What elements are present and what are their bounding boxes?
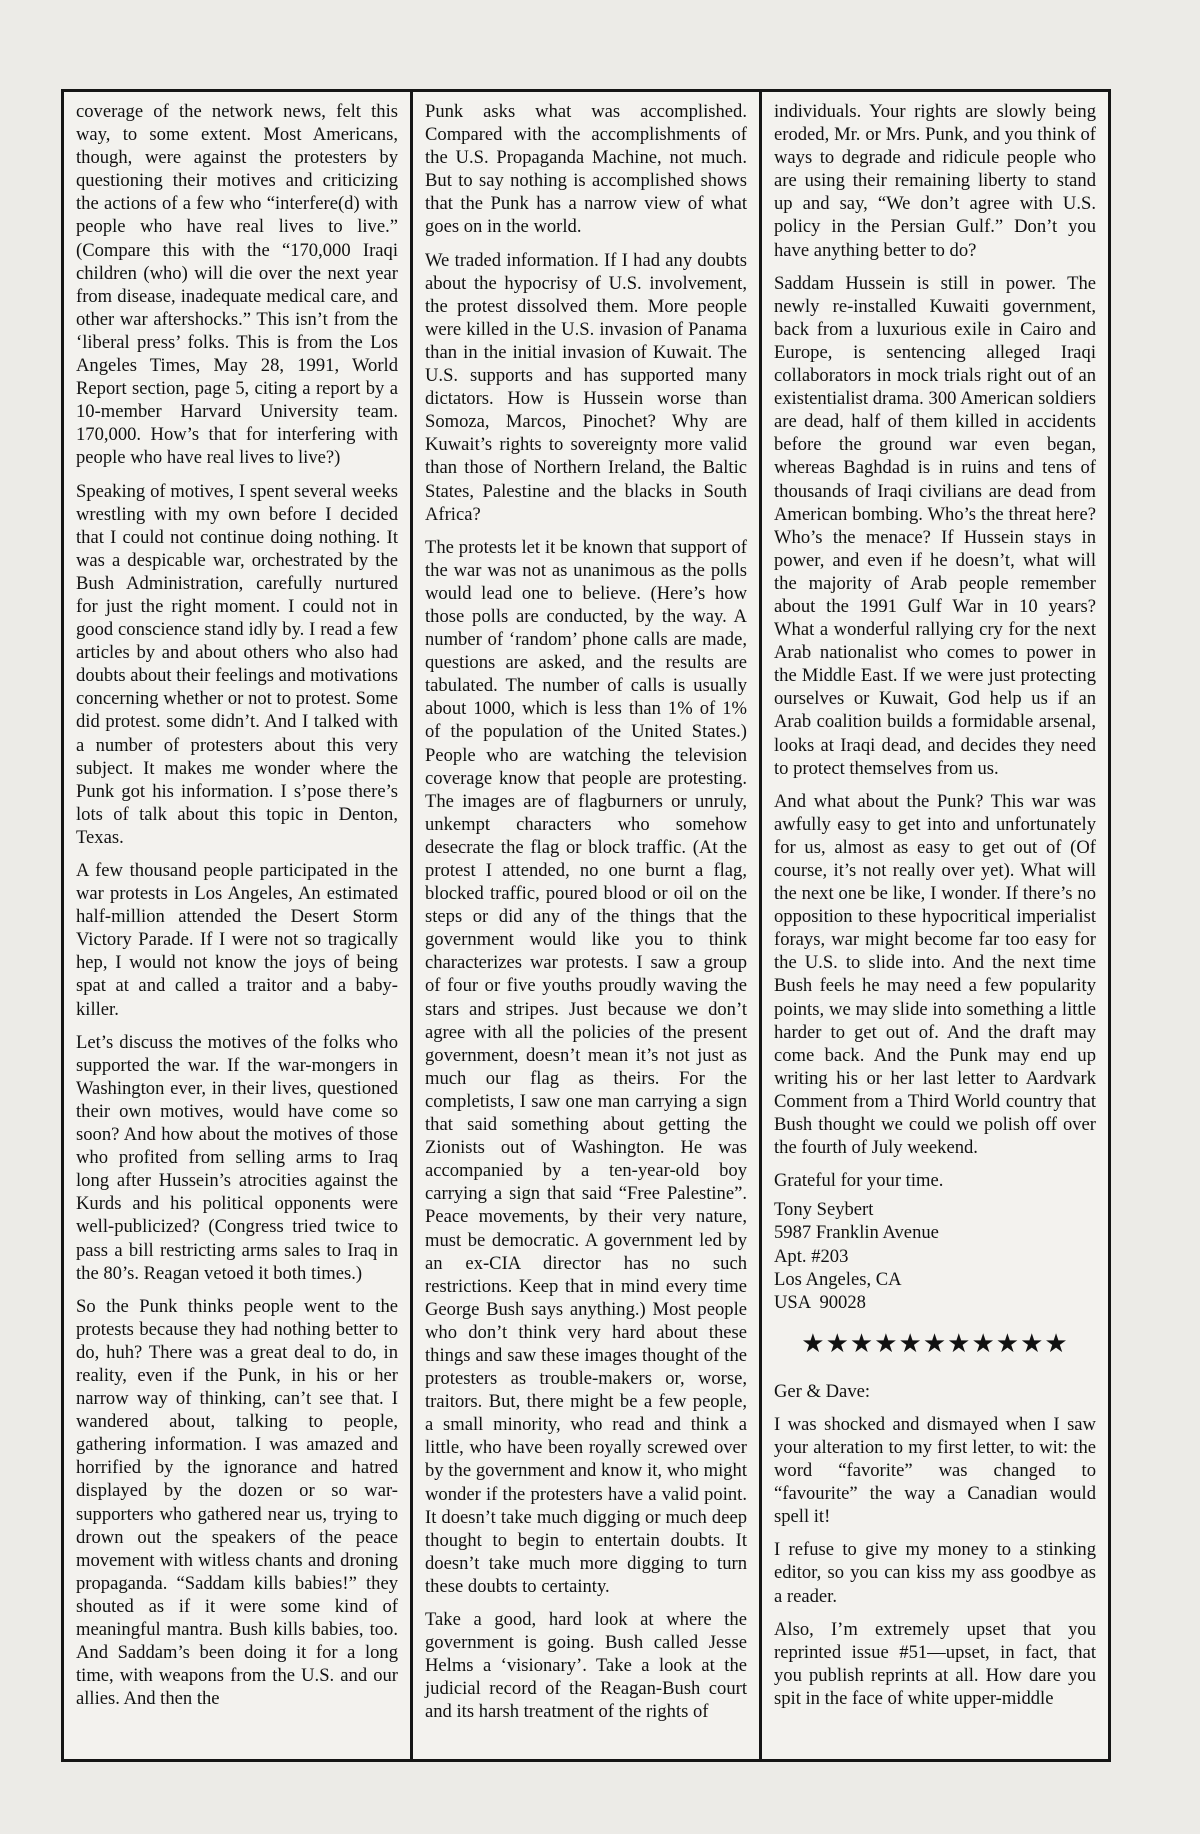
signature-name: Tony Seybert bbox=[774, 1199, 874, 1221]
paragraph: Saddam Hussein is still in power. The newly re-installed Kuwaiti government, back from a luxurious exile in Cairo and Europe, is sentencing alleged Iraqi collaborators in mock trials right out of an existentialist drama. 300 American soldiers are dead, half of them killed in accidents before the ground war even began, whereas Baghdad is in ruins and tens of thousands of Iraqi civilians are dead from American bombing. Who’s the threat here? Who’s the menace? If Hussein stays in power, and even if he doesn’t, what will the majority of Arab people remember about the 1991 Gulf War in 10 years? What a wonderful rallying cry for the next Arab nationalist who comes to power in the Middle East. If we were just protecting ourselves or Kuwait, God help us if an Arab coalition builds a formidable arsenal, looks at Iraqi dead, and decides they need to protect themselves from us. bbox=[774, 272, 1096, 779]
signature-street: 5987 Franklin Avenue bbox=[774, 1222, 939, 1244]
paragraph: The protests let it be known that support of the war was not as unanimous as the polls would lead one to believe. (Here’s how those polls are conducted, by the way. A number of ‘random’ phone calls are made, questions are asked, and the results are tabulated. The number of calls is usually about 1000, which is less than 1% of 1% of the population of the United States.) People who are watching the television coverage know that people are protesting. The images are of flagburners or unruly, unkempt characters who somehow desecrate the flag or block traffic. (At the protest I attended, no one burnt a flag, blocked traffic, poured blood or oil on the steps or did any of the things that the government would like you to think characterizes war protests. I saw a group of four or five youths proudly waving the stars and stripes. Just because we don’t agree with all the policies of the present government, doesn’t mean it’s not just as much our flag as theirs. For the completists, I saw one man carrying a sign that said something about getting the Zionists out of Washington. He was accompanied by a ten-year-old boy carrying a sign that said “Free Palestine”. Peace movements, by their very nature, must be democratic. A government led by an ex-CIA director has no such restrictions. Keep that in mind every time George Bush says anything.) Most people who don’t think very hard about these things and saw these images thought of the protesters as trouble-makers or, worse, traitors. But, there might be a few people, a small minority, who read and think a little, who have been royally screwed over by the government and know it, who might wonder if the protesters have a valid point. It doesn’t take much digging or much deep thought to begin to entertain doubts. It doesn’t take much more digging to turn these doubts to certainty. bbox=[425, 536, 747, 1597]
paragraph: Take a good, hard look at where the government is going. Bush called Jesse Helms a ‘visionary’. Take a look at the judicial record of the Reagan-Bush court and its harsh treatment of the rights of bbox=[425, 1609, 747, 1723]
salutation: Ger & Dave: bbox=[774, 1380, 871, 1402]
column-2 bbox=[410, 92, 759, 1759]
column-1 bbox=[64, 92, 410, 1759]
paragraph: So the Punk thinks people went to the protests because they had nothing better to do, huh? There was a great deal to do, in reality, even if the Punk, in his or her narrow way of thinking, can’t see that. I wandered about, talking to people, gathering information. I was amazed and horrified by the ignorance and hatred displayed by the dozen or so war-supporters who gathered near us, trying to drown out the speakers of the peace movement with witless chants and droning propaganda. “Saddam kills babies!” they shouted as if it were some kind of meaningful mantra. Bush kills babies, too. And Saddam’s been doing it for a long time, with weapons from the U.S. and our allies. And then the bbox=[76, 1295, 398, 1710]
paragraph: And what about the Punk? This war was awfully easy to get into and unfortunately for us, almost as easy to get out of (Of course, it’s not really over yet). What will the next one be like, I wonder. If there’s no opposition to these hypocritical imperialist forays, war might become far too easy for the U.S. to slide into. And the next time Bush feels he may need a few popularity points, we may slide into something a little harder to get out of. And the draft may come back. And the Punk may end up writing his or her last letter to Aardvark Comment from a Third World country that Bush thought we could we polish off over the fourth of July weekend. bbox=[774, 790, 1096, 1159]
closing-line: Grateful for your time. bbox=[774, 1170, 944, 1192]
star-divider: ★★★★★★★★★★★ bbox=[801, 1328, 1069, 1358]
paragraph: Let’s discuss the motives of the folks who supported the war. If the war-mongers in Washington ever, in their lives, questioned their own motives, would have come so soon? And how about the motives of those who profited from selling arms to Iraq long after Hussein’s atrocities against the Kurds and his political opponents were well-publicized? (Congress tried twice to pass a bill restricting arms sales to Iraq in the 80’s. Reagan vetoed it both times.) bbox=[76, 1031, 398, 1284]
paragraph: individuals. Your rights are slowly being eroded, Mr. or Mrs. Punk, and you think of ways to degrade and ridicule people who are using their remaining liberty to stand up and say, “We don’t agree with U.S. policy in the Persian Gulf.” Don’t you have anything better to do? bbox=[774, 101, 1096, 261]
paragraph: I refuse to give my money to a stinking editor, so you can kiss my ass goodbye as a reader. bbox=[774, 1539, 1096, 1607]
paragraph: Speaking of motives, I spent several weeks wrestling with my own before I decided that I could not continue doing nothing. It was a despicable war, orchestrated by the Bush Administration, carefully nurtured for just the right moment. I could not in good conscience stand idly by. I read a few articles by and about others who also had doubts about their feelings and motivations concerning whether or not to protest. Some did protest. some didn’t. And I talked with a number of protesters about this very subject. It makes me wonder where the Punk got his information. I s’pose there’s lots of talk about this topic in Denton, Texas. bbox=[76, 480, 398, 848]
paragraph: coverage of the network news, felt this way, to some extent. Most Americans, though, were against the protesters by questioning their motives and criticizing the actions of a few who “interfere(d) with people who have real lives to live.” (Compare this with the “170,000 Iraqi children (who) will die over the next year from disease, inadequate medical care, and other war aftershocks.” This isn’t from the ‘liberal press’ folks. This is from the Los Angeles Times, May 28, 1991, World Report section, page 5, citing a report by a 10-member Harvard University team. 170,000. How’s that for interfering with people who have real lives to live?) bbox=[76, 101, 398, 469]
paragraph: I was shocked and dismayed when I saw your alteration to my first letter, to wit: the word “favorite” was changed to “favourite” the way a Canadian would spell it! bbox=[774, 1413, 1096, 1528]
signature-apt: Apt. #203 bbox=[774, 1245, 849, 1267]
signature-city: Los Angeles, CA bbox=[774, 1268, 902, 1290]
signature-country-zip: USA 90028 bbox=[774, 1291, 866, 1313]
paragraph: We traded information. If I had any doubts about the hypocrisy of U.S. involvement, the protest dissolved them. More people were killed in the U.S. invasion of Panama than in the initial invasion of Kuwait. The U.S. supports and has supported many dictators. How is Hussein worse than Somoza, Marcos, Pinochet? Why are Kuwait’s rights to sovereignty more valid than those of Northern Ireland, the Baltic States, Palestine and the blacks in South Africa? bbox=[425, 249, 747, 525]
column-3 bbox=[759, 92, 1108, 1759]
paragraph: A few thousand people participated in the war protests in Los Angeles, An estimated half-million attended the Desert Storm Victory Parade. If I were not so tragically hep, I would not know the joys of being spat at and called a traitor and a baby-killer. bbox=[76, 860, 398, 1020]
paragraph: Punk asks what was accomplished. Compared with the accomplishments of the U.S. Propaganda Machine, not much. But to say nothing is accomplished shows that the Punk has a narrow view of what goes on in the world. bbox=[425, 101, 747, 238]
signature-block bbox=[774, 1198, 1096, 1313]
letters-page bbox=[61, 89, 1111, 1762]
paragraph: Also, I’m extremely upset that you reprinted issue #51—upset, in fact, that you publish reprints at all. How dare you spit in the face of white upper-middle bbox=[774, 1618, 1096, 1709]
